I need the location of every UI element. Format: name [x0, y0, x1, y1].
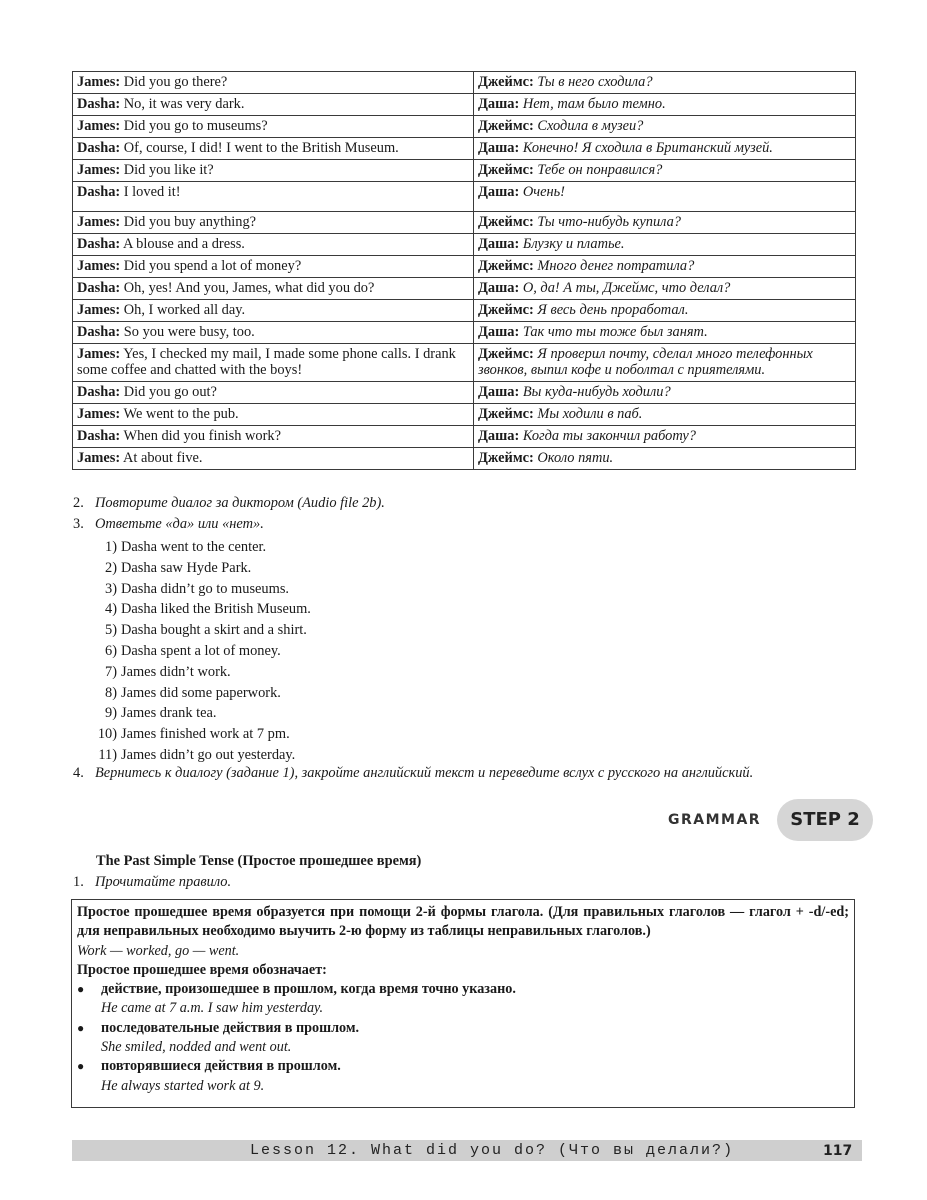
line-text: Oh, yes! And you, James, what did you do?	[120, 280, 375, 296]
bullet-example: He came at 7 a.m. I saw him yesterday.	[101, 1000, 324, 1017]
english-line	[73, 72, 474, 94]
speaker-name: Dasha:	[77, 324, 121, 340]
english-line	[73, 116, 474, 138]
english-line	[73, 448, 474, 470]
english-line	[73, 94, 474, 116]
statement-item	[87, 724, 311, 745]
dialogue-row	[73, 300, 856, 322]
rule-example: Work — worked, go — went.	[77, 942, 240, 959]
line-text: Я весь день проработал.	[533, 302, 689, 318]
statement-item	[87, 537, 311, 558]
bullet-text: действие, произошедшее в прошлом, когда время точно указано.	[101, 981, 516, 998]
statement-item	[87, 620, 311, 641]
speaker-name: Даша:	[478, 280, 520, 296]
task-number: 4.	[73, 765, 84, 781]
statement-text: Dasha saw Hyde Park.	[121, 559, 252, 576]
dialogue-row	[73, 138, 856, 160]
english-line	[73, 426, 474, 448]
statement-text: James didn’t work.	[121, 663, 231, 680]
dialogue-row	[73, 234, 856, 256]
rule-bullet	[77, 1057, 849, 1076]
statement-item	[87, 641, 311, 662]
speaker-name: James:	[77, 258, 121, 274]
task-4	[73, 764, 753, 782]
line-text: Yes, I checked my mail, I made some phone calls. I drank some coffee and chatted with the boys!	[77, 346, 456, 378]
speaker-name: Джеймс:	[478, 302, 534, 318]
statement-number: 8)	[105, 684, 117, 701]
section-title: The Past Simple Tense (Простое прошедшее время)	[96, 853, 422, 869]
bullet-example: She smiled, nodded and went out.	[101, 1039, 292, 1056]
speaker-name: Джеймс:	[478, 118, 534, 134]
rule-bullet	[77, 980, 849, 999]
line-text: When did you finish work?	[120, 428, 281, 444]
statement-number: 1)	[105, 539, 117, 555]
english-line	[73, 138, 474, 160]
statement-number: 10)	[97, 726, 117, 743]
speaker-name: Даша:	[478, 184, 520, 200]
step-badge: STEP 2	[777, 799, 873, 841]
speaker-name: James:	[77, 214, 121, 230]
english-line	[73, 160, 474, 182]
line-text: Of, course, I did! I went to the British Museum.	[120, 140, 399, 156]
statement-number: 3)	[105, 580, 117, 597]
dialogue-row	[73, 278, 856, 300]
dialogue-row	[73, 72, 856, 94]
dialogue-row	[73, 382, 856, 404]
speaker-name: Dasha:	[77, 236, 121, 252]
statement-text: James did some paperwork.	[121, 684, 281, 701]
dialogue-row	[73, 256, 856, 278]
dialogue-row	[73, 448, 856, 470]
line-text: Я проверил почту, сделал много телефонных звонков, выпил кофе и поболтал с приятелями.	[478, 346, 813, 378]
english-line	[73, 382, 474, 404]
speaker-name: Джеймс:	[478, 450, 534, 466]
statement-item	[87, 662, 311, 683]
line-text: A blouse and a dress.	[120, 236, 245, 252]
russian-line	[474, 234, 856, 256]
russian-line	[474, 182, 856, 212]
russian-line	[474, 278, 856, 300]
line-text: So you were busy, too.	[120, 324, 255, 340]
statement-text: James drank tea.	[121, 705, 217, 722]
dialogue-row	[73, 404, 856, 426]
english-line	[73, 344, 474, 382]
speaker-name: James:	[77, 450, 121, 466]
statement-number: 9)	[105, 705, 117, 722]
line-text: Did you go to museums?	[120, 118, 268, 134]
line-text: Did you go there?	[120, 74, 228, 90]
bullet-example: He always started work at 9.	[101, 1077, 265, 1094]
dialogue-row	[73, 182, 856, 212]
line-text: I loved it!	[120, 184, 181, 200]
speaker-name: Джеймс:	[478, 346, 534, 362]
rule-intro: Простое прошедшее время образуется при помощи 2-й формы глагола. (Для правильных глаголов — глагол + -d/-ed; для неправильных необходимо выучить 2-ю форму из таблицы неправильных глаголов.)	[77, 904, 849, 940]
speaker-name: Джеймс:	[478, 162, 534, 178]
statement-text: Dasha bought a skirt and a shirt.	[121, 622, 307, 639]
dialogue-row	[73, 116, 856, 138]
speaker-name: Джеймс:	[478, 258, 534, 274]
line-text: Нет, там было темно.	[519, 96, 666, 112]
russian-line	[474, 426, 856, 448]
speaker-name: James:	[77, 346, 121, 362]
english-line	[73, 322, 474, 344]
statement-item	[87, 745, 311, 766]
russian-line	[474, 212, 856, 234]
line-text: Мы ходили в паб.	[533, 406, 643, 422]
speaker-name: Даша:	[478, 428, 520, 444]
speaker-name: Джеймс:	[478, 74, 534, 90]
line-text: Конечно! Я сходила в Британский музей.	[519, 140, 773, 156]
statement-text: Dasha went to the center.	[121, 539, 267, 555]
line-text: Did you spend a lot of money?	[120, 258, 302, 274]
line-text: Много денег потратила?	[533, 258, 695, 274]
speaker-name: James:	[77, 302, 121, 318]
rule-box	[71, 899, 855, 1108]
statement-item	[87, 683, 311, 704]
line-text: Did you like it?	[120, 162, 214, 178]
russian-line	[474, 138, 856, 160]
task-1	[73, 873, 231, 891]
english-line	[73, 256, 474, 278]
statement-text: Dasha didn’t go to museums.	[121, 580, 290, 597]
speaker-name: Даша:	[478, 140, 520, 156]
task-text: Прочитайте правило.	[95, 874, 232, 890]
statement-number: 2)	[105, 559, 117, 576]
statement-text: Dasha spent a lot of money.	[121, 642, 281, 659]
rule-bullet	[77, 1019, 849, 1038]
task-number: 3.	[73, 516, 84, 532]
english-line	[73, 278, 474, 300]
line-text: Вы куда-нибудь ходили?	[519, 384, 671, 400]
speaker-name: Dasha:	[77, 280, 121, 296]
russian-line	[474, 344, 856, 382]
task-text: Вернитесь к диалогу (задание 1), закройте английский текст и переведите вслух с русского на английский.	[95, 765, 754, 781]
english-line	[73, 404, 474, 426]
statement-number: 5)	[105, 622, 117, 639]
russian-line	[474, 448, 856, 470]
task-number: 2.	[73, 495, 84, 511]
russian-line	[474, 160, 856, 182]
line-text: Oh, I worked all day.	[120, 302, 246, 318]
task-3	[73, 515, 264, 533]
line-text: Около пяти.	[533, 450, 614, 466]
statement-text: James didn’t go out yesterday.	[121, 746, 296, 763]
line-text: Did you buy anything?	[120, 214, 257, 230]
statement-item	[87, 579, 311, 600]
rule-means: Простое прошедшее время обозначает:	[77, 961, 327, 978]
speaker-name: James:	[77, 74, 121, 90]
line-text: Ты что-нибудь купила?	[533, 214, 681, 230]
russian-line	[474, 322, 856, 344]
speaker-name: Dasha:	[77, 184, 121, 200]
speaker-name: Dasha:	[77, 428, 121, 444]
speaker-name: James:	[77, 118, 121, 134]
task-2	[73, 494, 385, 512]
yes-no-statements	[87, 537, 311, 766]
dialogue-row	[73, 212, 856, 234]
bullet-icon: ●	[77, 1059, 85, 1074]
russian-line	[474, 404, 856, 426]
bullet-text: повторявшиеся действия в прошлом.	[101, 1058, 341, 1075]
speaker-name: Даша:	[478, 96, 520, 112]
line-text: Did you go out?	[120, 384, 217, 400]
statement-text: Dasha liked the British Museum.	[121, 601, 311, 618]
dialogue-row	[73, 426, 856, 448]
task-text: Ответьте «да» или «нет».	[95, 516, 264, 532]
bullet-icon: ●	[77, 982, 85, 997]
russian-line	[474, 72, 856, 94]
dialogue-row	[73, 94, 856, 116]
speaker-name: Dasha:	[77, 384, 121, 400]
statement-number: 6)	[105, 642, 117, 659]
statement-item	[87, 703, 311, 724]
bullet-text: последовательные действия в прошлом.	[101, 1019, 360, 1036]
line-text: Ты в него сходила?	[533, 74, 653, 90]
page-number: 117	[823, 1143, 853, 1159]
line-text: Блузку и платье.	[519, 236, 625, 252]
line-text: Тебе он понравился?	[533, 162, 663, 178]
footer-lesson-title: Lesson 12. What did you do? (Что вы делали?)	[250, 1142, 735, 1159]
russian-line	[474, 256, 856, 278]
speaker-name: Dasha:	[77, 96, 121, 112]
line-text: Когда ты закончил работу?	[519, 428, 696, 444]
english-line	[73, 182, 474, 212]
speaker-name: Джеймс:	[478, 406, 534, 422]
speaker-name: Dasha:	[77, 140, 121, 156]
russian-line	[474, 382, 856, 404]
speaker-name: James:	[77, 406, 121, 422]
line-text: Сходила в музеи?	[533, 118, 644, 134]
task-text: Повторите диалог за диктором (Audio file 2b).	[95, 495, 385, 511]
russian-line	[474, 94, 856, 116]
speaker-name: Даша:	[478, 384, 520, 400]
english-line	[73, 212, 474, 234]
english-line	[73, 234, 474, 256]
line-text: Очень!	[519, 184, 565, 200]
statement-item	[87, 599, 311, 620]
dialogue-row	[73, 160, 856, 182]
speaker-name: James:	[77, 162, 121, 178]
line-text: О, да! А ты, Джеймс, что делал?	[519, 280, 731, 296]
speaker-name: Джеймс:	[478, 214, 534, 230]
russian-line	[474, 116, 856, 138]
dialogue-row	[73, 344, 856, 382]
line-text: We went to the pub.	[120, 406, 239, 422]
dialogue-row	[73, 322, 856, 344]
statement-item	[87, 558, 311, 579]
statement-text: James finished work at 7 pm.	[121, 726, 290, 743]
russian-line	[474, 300, 856, 322]
line-text: Так что ты тоже был занят.	[519, 324, 708, 340]
line-text: At about five.	[120, 450, 203, 466]
bullet-icon: ●	[77, 1020, 85, 1035]
task-number: 1.	[73, 874, 84, 890]
statement-number: 7)	[105, 663, 117, 680]
grammar-label: GRAMMAR	[668, 812, 762, 828]
dialogue-body	[73, 72, 856, 470]
statement-number: 4)	[105, 601, 117, 618]
speaker-name: Даша:	[478, 324, 520, 340]
speaker-name: Даша:	[478, 236, 520, 252]
statement-number: 11)	[98, 746, 117, 763]
line-text: No, it was very dark.	[120, 96, 245, 112]
english-line	[73, 300, 474, 322]
dialogue-table	[72, 71, 856, 470]
